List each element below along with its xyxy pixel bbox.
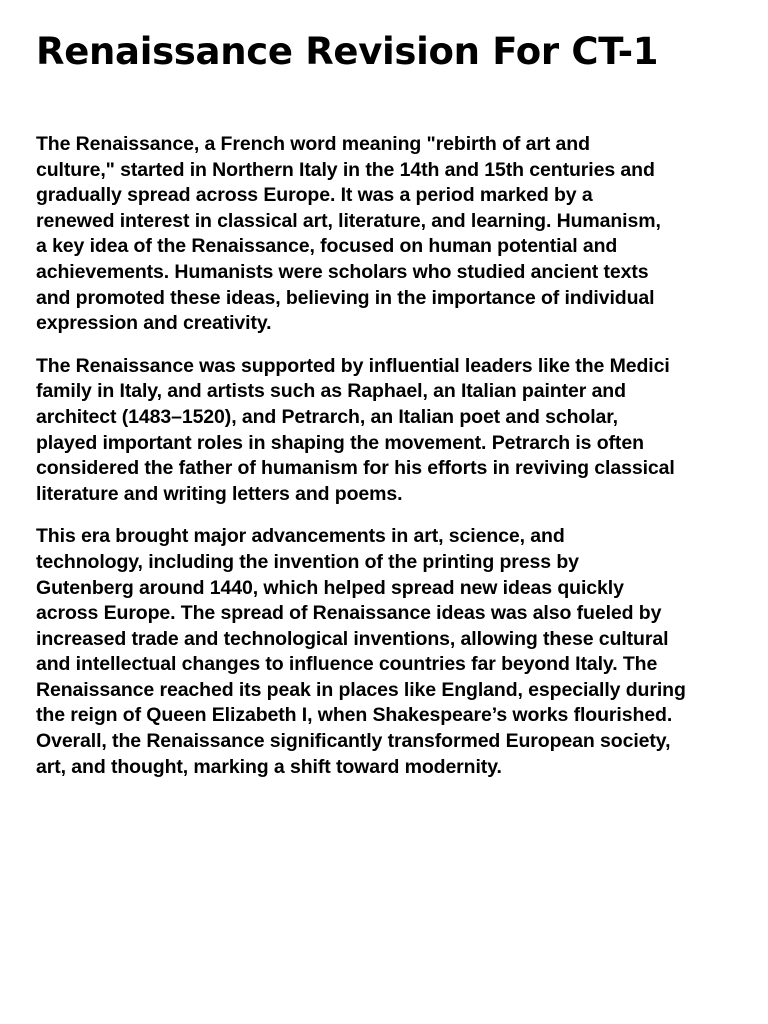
paragraph-line: Overall, the Renaissance significantly transformed European society,: [36, 730, 671, 753]
paragraph-line: a key idea of the Renaissance, focused on human potential and: [36, 235, 618, 258]
paragraph-line: increased trade and technological inventions, allowing these cultural: [36, 627, 669, 650]
paragraph-line: renewed interest in classical art, literature, and learning. Humanism,: [36, 209, 661, 232]
paragraph-line: architect (1483–1520), and Petrarch, an Italian poet and scholar,: [36, 405, 618, 428]
paragraph-line: The Renaissance was supported by influential leaders like the Medici: [36, 354, 670, 377]
paragraph-line: and promoted these ideas, believing in the importance of individual: [36, 286, 655, 309]
paragraph-advancements: [36, 524, 736, 780]
paragraph-line: played important roles in shaping the movement. Petrarch is often: [36, 431, 644, 454]
document-page: [36, 28, 736, 797]
paragraph-line: and intellectual changes to influence countries far beyond Italy. The: [36, 653, 658, 676]
paragraph-line: family in Italy, and artists such as Raphael, an Italian painter and: [36, 380, 626, 403]
paragraph-line: achievements. Humanists were scholars who studied ancient texts: [36, 260, 649, 283]
paragraph-line: culture," started in Northern Italy in the 14th and 15th centuries and: [36, 158, 655, 181]
paragraph-line: gradually spread across Europe. It was a period marked by a: [36, 184, 593, 207]
paragraph-introduction: [36, 132, 736, 337]
paragraph-line: the reign of Queen Elizabeth I, when Shakespeare’s works flourished.: [36, 704, 673, 727]
paragraph-line: literature and writing letters and poems.: [36, 482, 403, 505]
paragraph-line: across Europe. The spread of Renaissance ideas was also fueled by: [36, 602, 662, 625]
paragraph-line: art, and thought, marking a shift toward modernity.: [36, 755, 502, 778]
paragraph-line: considered the father of humanism for his efforts in reviving classical: [36, 457, 675, 480]
paragraph-line: Gutenberg around 1440, which helped spread new ideas quickly: [36, 576, 624, 599]
document-title: Renaissance Revision For CT-1: [36, 30, 659, 73]
paragraph-line: expression and creativity.: [36, 312, 272, 335]
paragraph-line: Renaissance reached its peak in places like England, especially during: [36, 678, 686, 701]
paragraph-leaders-artists: [36, 354, 736, 508]
paragraph-line: The Renaissance, a French word meaning "rebirth of art and: [36, 133, 590, 155]
paragraph-line: technology, including the invention of the printing press by: [36, 550, 579, 573]
paragraph-line: This era brought major advancements in art, science, and: [36, 525, 565, 548]
